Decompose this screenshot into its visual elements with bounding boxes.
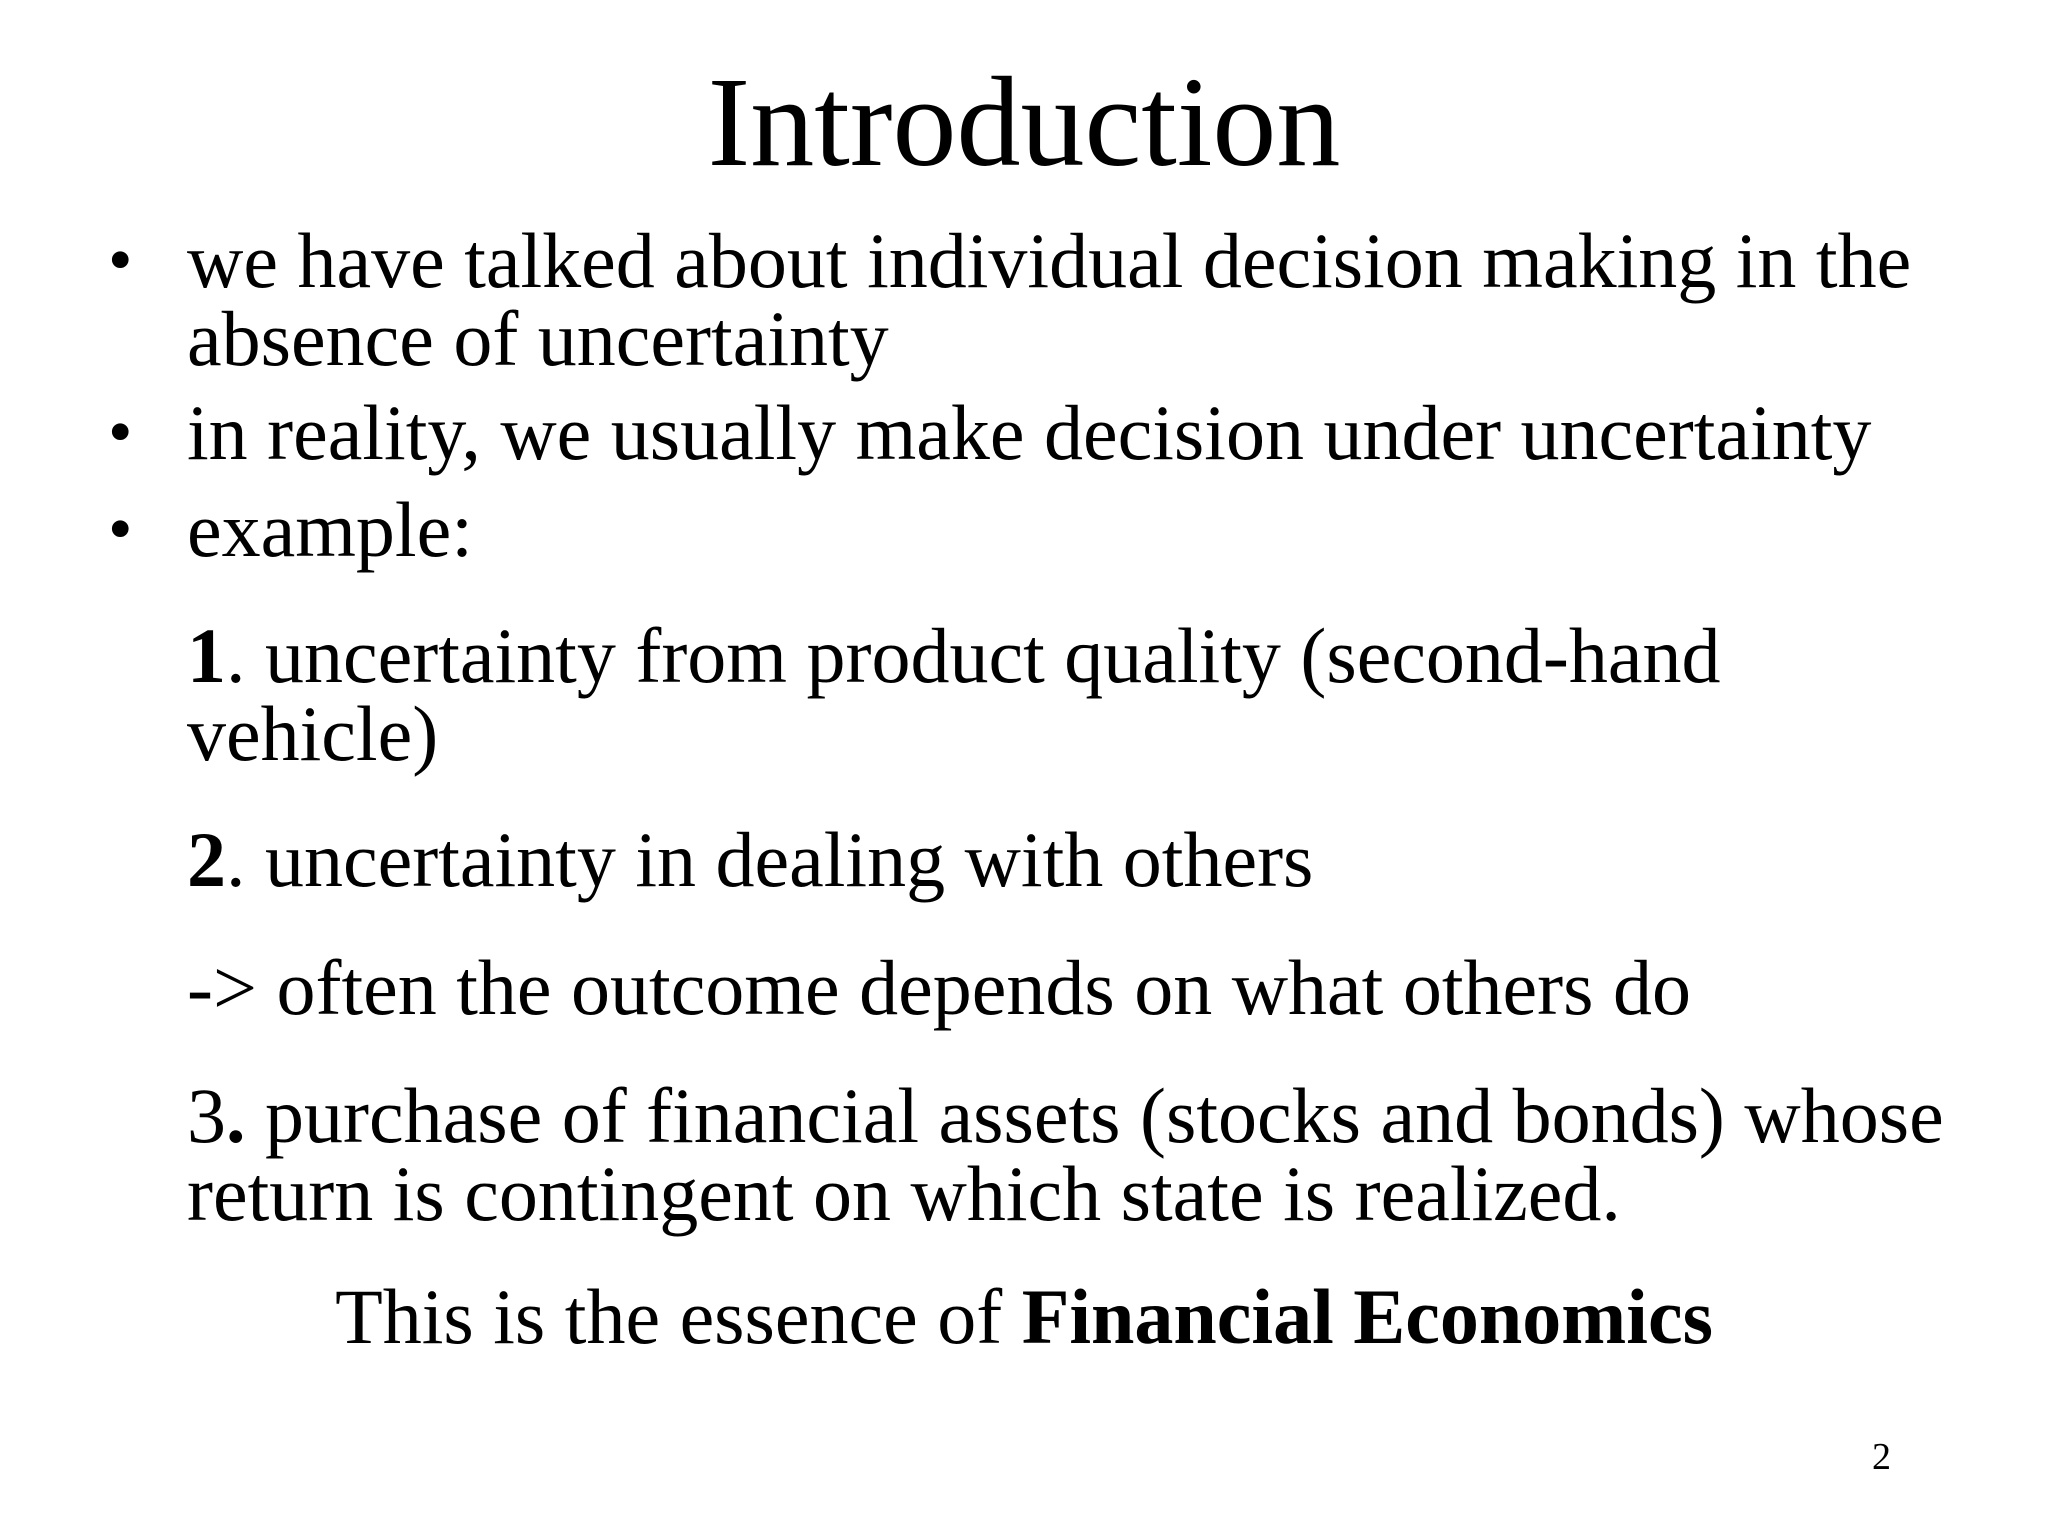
page-number: 2 <box>1872 1436 1891 1478</box>
example-number: 1 <box>187 612 226 699</box>
example-text: uncertainty in dealing with others <box>245 816 1314 903</box>
bullet-text: we have talked about individual decision making in the absence of uncertainty <box>187 217 1912 382</box>
bullet-marker: • <box>108 394 133 471</box>
bullet-item <box>108 217 1968 382</box>
conclusion-prefix: This is the essence of <box>335 1273 1022 1360</box>
bullet-text: in reality, we usually make decision under uncertainty <box>187 389 1872 476</box>
example-text: purchase of financial assets (stocks and bonds) whose return is contingent on which state is realized. <box>187 1072 1944 1237</box>
bullet-text: example: <box>187 486 473 573</box>
example-period: . <box>226 816 246 903</box>
bullet-item <box>108 486 1968 573</box>
example-text: uncertainty from product quality (second-hand vehicle) <box>187 612 1721 777</box>
conclusion <box>0 1273 2048 1360</box>
example-number: 2 <box>187 816 226 903</box>
conclusion-emphasis: Financial Economics <box>1021 1273 1713 1360</box>
bullet-marker: • <box>108 222 133 299</box>
example-period: . <box>226 612 246 699</box>
example-period: . <box>226 1072 246 1159</box>
example-consequence: -> often the outcome depends on what others do <box>187 944 1691 1031</box>
bullet-marker: • <box>108 491 133 568</box>
bullet-item <box>108 389 1968 476</box>
example-item <box>187 1072 1987 1237</box>
example-number: 3 <box>187 1072 226 1159</box>
slide-title: Introduction <box>707 51 1341 193</box>
example-item <box>187 816 1987 903</box>
example-item <box>187 612 1987 777</box>
